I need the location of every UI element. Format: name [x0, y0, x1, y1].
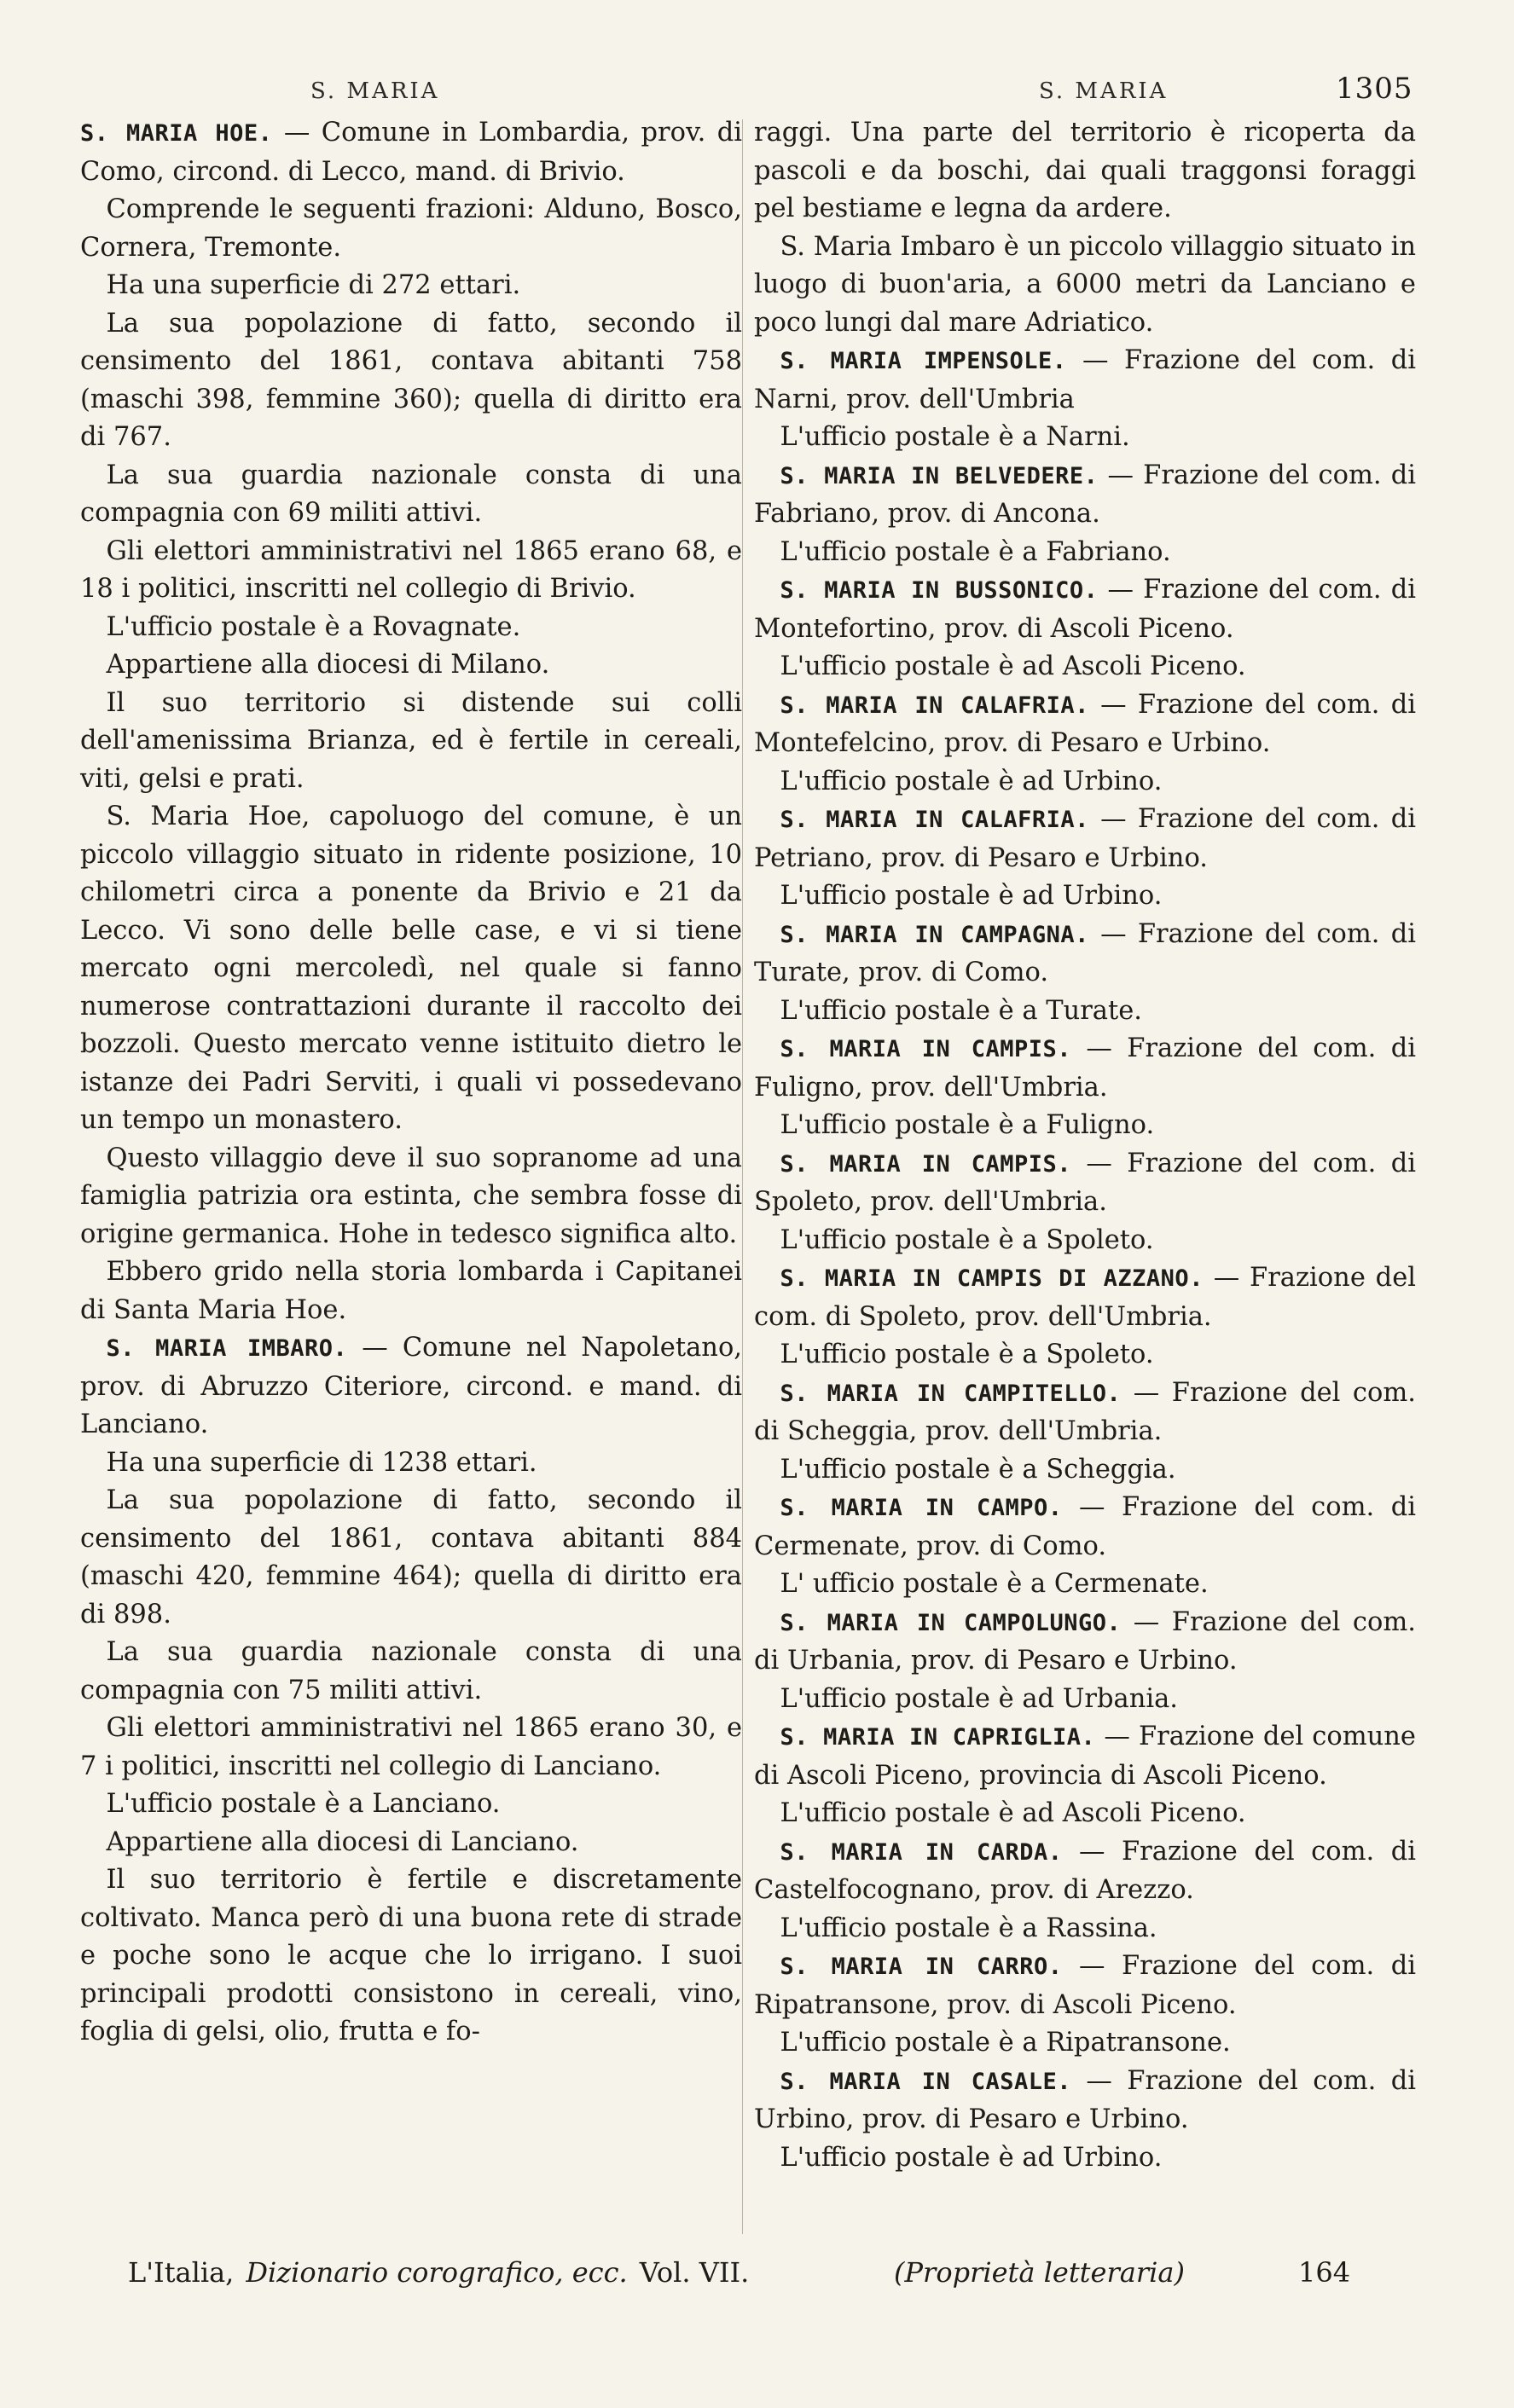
body-paragraph	[80, 1710, 742, 1786]
paragraph-text: L'ufficio postale è ad Urbania.	[780, 1683, 1178, 1714]
page-footer	[128, 2256, 1365, 2289]
paragraph-text: Ha una superficie di 272 ettari.	[106, 270, 521, 300]
paragraph-text: — Frazione del comune di Ascoli Piceno, provincia di Ascoli Piceno.	[754, 1722, 1416, 1791]
body-paragraph	[754, 1566, 1416, 1604]
footer-volume: Vol. VII.	[639, 2256, 750, 2289]
paragraph-text: raggi. Una parte del territorio è ricoperta da pascoli e da boschi, dai quali traggonsi foraggi pel bestiame e legna da ardere.	[754, 118, 1416, 223]
entry-paragraph	[80, 114, 742, 191]
body-paragraph	[754, 1336, 1416, 1375]
entry-paragraph	[754, 457, 1416, 534]
entry-paragraph	[754, 2063, 1416, 2139]
paragraph-text: L'ufficio postale è a Fabriano.	[780, 536, 1171, 567]
paragraph-text: Gli elettori amministrativi nel 1865 erano 30, e 7 i politici, inscritti nel collegio di Lanciano.	[80, 1713, 742, 1781]
paragraph-text: L'ufficio postale è a Spoleto.	[780, 1224, 1154, 1255]
body-paragraph	[80, 798, 742, 1140]
paragraph-text: L'ufficio postale è ad Urbino.	[780, 881, 1163, 911]
entry-paragraph	[754, 1604, 1416, 1681]
paragraph-text: L' ufficio postale è a Cermenate.	[780, 1569, 1209, 1599]
entry-headword: S. MARIA IMBARO.	[106, 1335, 348, 1362]
body-paragraph	[80, 1824, 742, 1862]
paragraph-text: — Frazione del com. di Fabriano, prov. di Ancona.	[754, 460, 1416, 529]
paragraph-text: — Frazione del com. di Narni, prov. dell'Umbria	[754, 345, 1416, 414]
entry-headword: S. MARIA IN BELVEDERE.	[780, 462, 1099, 489]
entry-paragraph	[754, 1375, 1416, 1451]
paragraph-text: L'ufficio postale è a Narni.	[780, 422, 1130, 452]
paragraph-text: — Frazione del com. di Spoleto, prov. dell'Umbria.	[754, 1148, 1417, 1217]
body-paragraph	[754, 1107, 1416, 1145]
paragraph-text: — Frazione del com. di Montefelcino, prov. di Pesaro e Urbino.	[754, 689, 1416, 758]
body-paragraph	[80, 1253, 742, 1329]
entry-headword: S. MARIA IN CASALE.	[780, 2068, 1071, 2095]
entry-headword: S. MARIA IMPENSOLE.	[780, 348, 1067, 374]
entry-headword: S. MARIA IN CAMPAGNA.	[780, 921, 1089, 948]
entry-headword: S. MARIA IN CAPRIGLIA.	[780, 1724, 1096, 1751]
entry-headword: S. MARIA IN CARDA.	[780, 1838, 1063, 1866]
body-paragraph	[754, 534, 1416, 572]
body-paragraph	[754, 763, 1416, 802]
body-paragraph	[754, 2024, 1416, 2063]
entry-headword: S. MARIA IN CALAFRIA.	[780, 807, 1089, 833]
entry-headword: S. MARIA HOE.	[80, 120, 273, 147]
paragraph-text: — Frazione del com. di Castelfocognano, prov. di Arezzo.	[754, 1836, 1416, 1905]
body-paragraph	[754, 648, 1416, 686]
left-column	[80, 114, 742, 2052]
paragraph-text: S. Maria Hoe, capoluogo del comune, è un piccolo villaggio situato in ridente posizione, 10 chilometri circa a ponente da Brivio e 21 da Lecco. Vi sono delle belle case, e vi si tiene mercato ogni mercoledì, nel quale si fanno numerose contrattazioni durante il raccolto dei bozzoli. Questo mercato venne istituito dietro le istanze dei Padri Serviti, i quali vi possedevano un tempo un monastero.	[80, 802, 742, 1135]
body-paragraph	[754, 993, 1416, 1031]
running-head-right: S. MARIA	[1039, 78, 1169, 104]
paragraph-text: Questo villaggio deve il suo sopranome ad una famiglia patrizia ora estinta, che sembra fosse di origine germanica. Hohe in tedesco significa alto.	[80, 1143, 742, 1249]
body-paragraph	[754, 1910, 1416, 1948]
paragraph-text: — Frazione del com. di Urbania, prov. di Pesaro e Urbino.	[754, 1606, 1416, 1676]
entry-headword: S. MARIA IN CAMPIS.	[780, 1036, 1071, 1062]
paragraph-text: — Frazione del com. di Cermenate, prov. di Como.	[754, 1492, 1416, 1561]
paragraph-text: L'ufficio postale è a Ripatransone.	[780, 2028, 1231, 2058]
entry-headword: S. MARIA IN CAMPIS DI AZZANO.	[780, 1265, 1204, 1292]
paragraph-text: — Frazione del com. di Turate, prov. di Como.	[754, 918, 1416, 987]
body-paragraph	[80, 685, 742, 799]
body-paragraph	[754, 114, 1416, 229]
entry-paragraph	[754, 1489, 1416, 1566]
entry-headword: S. MARIA IN CALAFRIA.	[780, 692, 1089, 719]
entry-paragraph	[754, 342, 1416, 419]
paragraph-text: Il suo territorio si distende sui colli dell'amenissima Brianza, ed è fertile in cereali, viti, gelsi e prati.	[80, 687, 742, 794]
paragraph-text: — Frazione del com. di Spoleto, prov. dell'Umbria.	[754, 1263, 1416, 1332]
entry-paragraph	[754, 1259, 1416, 1336]
entry-paragraph	[754, 571, 1416, 648]
footer-sheet-number: 164	[1298, 2256, 1351, 2289]
paragraph-text: — Comune in Lombardia, prov. di Como, circond. di Lecco, mand. di Brivio.	[80, 118, 743, 187]
entry-headword: S. MARIA IN CAMPITELLO.	[780, 1380, 1122, 1407]
entry-headword: S. MARIA IN CAMPO.	[780, 1495, 1063, 1521]
body-paragraph	[80, 267, 742, 305]
paragraph-text: L'ufficio postale è a Fuligno.	[780, 1110, 1155, 1140]
entry-paragraph	[754, 1030, 1416, 1107]
paragraph-text: L'ufficio postale è ad Urbino.	[780, 766, 1163, 796]
body-paragraph	[80, 305, 742, 457]
body-paragraph	[80, 1444, 742, 1483]
paragraph-text: Gli elettori amministrativi nel 1865 erano 68, e 18 i politici, inscritti nel collegio di Brivio.	[80, 535, 742, 604]
paragraph-text: Il suo territorio è fertile e discretamente coltivato. Manca però di una buona rete di strade e poche sono le acque che lo irrigano. I suoi principali prodotti consistono in cereali, vino, foglia di gelsi, olio, frutta e fo-	[80, 1865, 742, 2046]
footer-publication-lead: L'Italia,	[128, 2256, 235, 2289]
entry-paragraph	[754, 916, 1416, 993]
column-divider	[742, 119, 743, 2234]
entry-paragraph	[754, 801, 1416, 877]
footer-rights-note: (Proprietà letteraria)	[894, 2256, 1185, 2289]
body-paragraph	[80, 1786, 742, 1824]
paragraph-text: Ebbero grido nella storia lombarda i Capitanei di Santa Maria Hoe.	[80, 1257, 742, 1325]
body-paragraph	[754, 1681, 1416, 1719]
paragraph-text: — Frazione del com. di Petriano, prov. di Pesaro e Urbino.	[754, 804, 1416, 873]
footer-publication-title: Dizionario corografico, ecc.	[246, 2256, 628, 2289]
page-number: 1305	[1336, 72, 1413, 106]
entry-paragraph	[754, 1718, 1416, 1795]
body-paragraph	[80, 609, 742, 647]
paragraph-text: L'ufficio postale è a Lanciano.	[106, 1789, 501, 1819]
paragraph-text: L'ufficio postale è a Rovagnate.	[106, 611, 521, 642]
paragraph-text: L'ufficio postale è a Rassina.	[780, 1913, 1157, 1943]
entry-paragraph	[754, 1145, 1416, 1222]
paragraph-text: La sua guardia nazionale consta di una compagnia con 69 militi attivi.	[80, 460, 742, 528]
right-column	[754, 114, 1416, 2177]
entry-headword: S. MARIA IN CAMPOLUNGO.	[780, 1609, 1122, 1636]
entry-paragraph	[754, 1833, 1416, 1910]
paragraph-text: La sua popolazione di fatto, secondo il censimento del 1861, contava abitanti 884 (maschi 420, femmine 464); quella di diritto era di 898.	[80, 1485, 742, 1629]
body-paragraph	[80, 646, 742, 685]
paragraph-text: — Frazione del com. di Urbino, prov. di Pesaro e Urbino.	[754, 2065, 1417, 2134]
paragraph-text: — Frazione del com. di Montefortino, prov. di Ascoli Piceno.	[754, 575, 1416, 644]
paragraph-text: S. Maria Imbaro è un piccolo villaggio situato in luogo di buon'aria, a 6000 metri da Lanciano e poco lungi dal mare Adriatico.	[754, 231, 1416, 338]
paragraph-text: L'ufficio postale è ad Ascoli Piceno.	[780, 1798, 1246, 1828]
body-paragraph	[80, 1482, 742, 1634]
body-paragraph	[754, 419, 1416, 457]
paragraph-text: — Comune nel Napoletano, prov. di Abruzzo Citeriore, circond. e mand. di Lanciano.	[80, 1333, 742, 1439]
paragraph-text: Appartiene alla diocesi di Milano.	[106, 650, 550, 680]
paragraph-text: L'ufficio postale è a Turate.	[780, 995, 1142, 1026]
paragraph-text: La sua guardia nazionale consta di una compagnia con 75 militi attivi.	[80, 1637, 742, 1705]
body-paragraph	[80, 191, 742, 267]
paragraph-text: L'ufficio postale è ad Ascoli Piceno.	[780, 651, 1246, 681]
body-paragraph	[80, 457, 742, 533]
body-paragraph	[754, 1222, 1416, 1260]
body-paragraph	[80, 1861, 742, 2052]
entry-headword: S. MARIA IN CAMPIS.	[780, 1150, 1071, 1178]
body-paragraph	[754, 229, 1416, 343]
entry-paragraph	[754, 686, 1416, 763]
entry-headword: S. MARIA IN BUSSONICO.	[780, 577, 1099, 604]
paragraph-text: — Frazione del com. di Fuligno, prov. dell'Umbria.	[754, 1033, 1417, 1103]
paragraph-text: — Frazione del com. di Ripatransone, prov. di Ascoli Piceno.	[754, 1951, 1416, 2020]
paragraph-text: Comprende le seguenti frazioni: Alduno, Bosco, Cornera, Tremonte.	[80, 194, 742, 263]
entry-headword: S. MARIA IN CARRO.	[780, 1954, 1063, 1980]
paragraph-text: La sua popolazione di fatto, secondo il censimento del 1861, contava abitanti 758 (maschi 398, femmine 360); quella di diritto era di 767.	[80, 308, 742, 452]
paragraph-text: Ha una superficie di 1238 ettari.	[106, 1447, 537, 1478]
entry-paragraph	[80, 1329, 742, 1444]
body-paragraph	[80, 1140, 742, 1254]
paragraph-text: L'ufficio postale è a Scheggia.	[780, 1454, 1176, 1485]
body-paragraph	[754, 2139, 1416, 2178]
body-paragraph	[80, 533, 742, 609]
body-paragraph	[754, 1451, 1416, 1490]
body-paragraph	[754, 877, 1416, 916]
body-paragraph	[754, 1795, 1416, 1833]
paragraph-text: — Frazione del com. di Scheggia, prov. dell'Umbria.	[754, 1377, 1416, 1446]
entry-paragraph	[754, 1948, 1416, 2024]
paragraph-text: Appartiene alla diocesi di Lanciano.	[106, 1826, 579, 1857]
paragraph-text: L'ufficio postale è ad Urbino.	[780, 2142, 1163, 2173]
paragraph-text: L'ufficio postale è a Spoleto.	[780, 1340, 1154, 1369]
body-paragraph	[80, 1634, 742, 1710]
running-head-left: S. MARIA	[310, 78, 440, 104]
